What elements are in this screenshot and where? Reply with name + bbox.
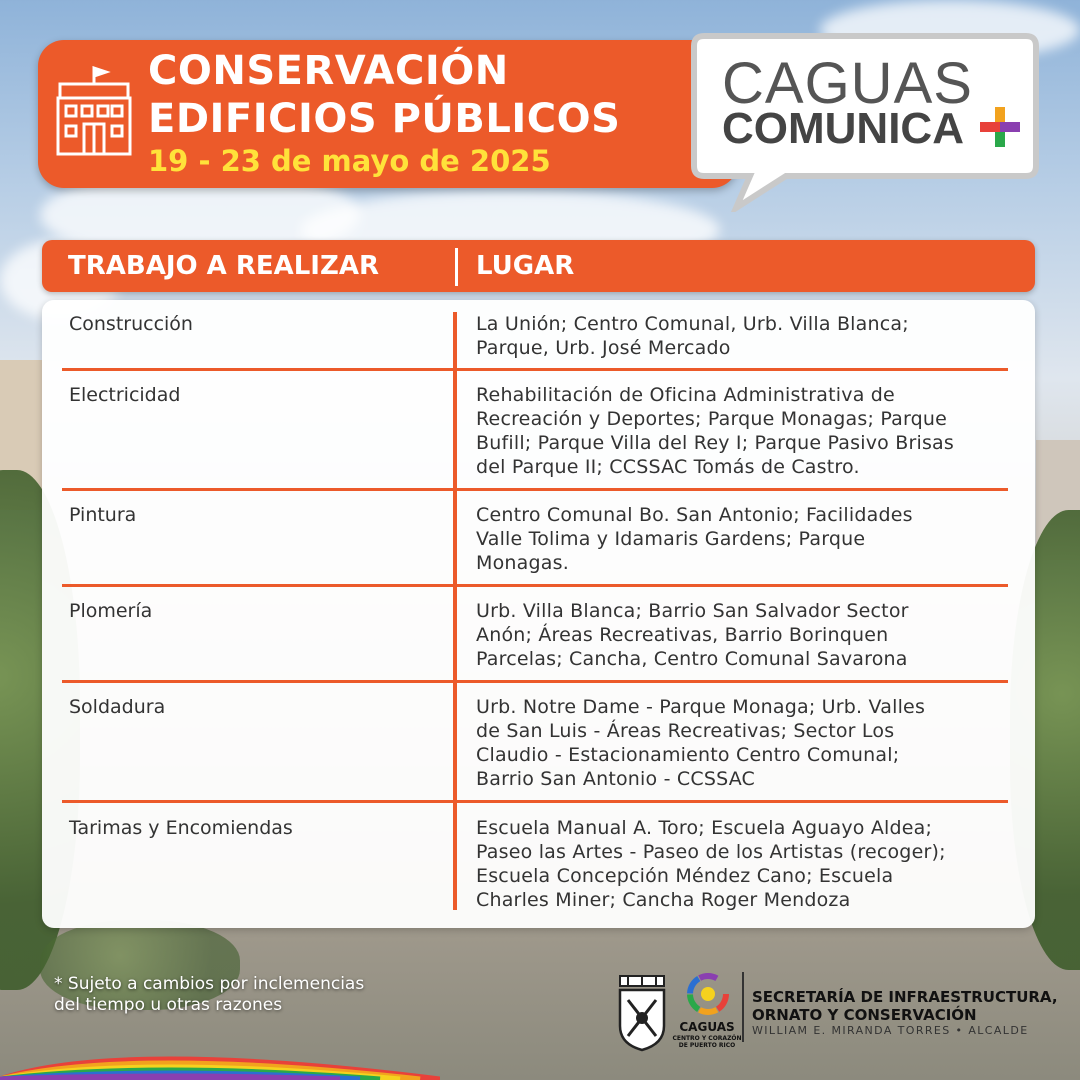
table-row-work: Tarimas y Encomiendas xyxy=(69,817,293,839)
header-divider xyxy=(455,248,458,286)
row-separator xyxy=(62,680,1008,683)
table-row-place: La Unión; Centro Comunal, Urb. Villa Blanca; Parque, Urb. José Mercado xyxy=(476,313,909,359)
column-header-work: TRABAJO A REALIZAR xyxy=(68,251,379,281)
building-icon xyxy=(54,66,134,158)
department-name-line1: SECRETARÍA DE INFRAESTRUCTURA, xyxy=(752,988,1058,1006)
row-separator xyxy=(62,488,1008,491)
disclaimer-note: * Sujeto a cambios por inclemencias del tiempo u otras razones xyxy=(54,974,365,1015)
municipal-crest-icon xyxy=(614,972,670,1052)
table-row-place: Urb. Notre Dame - Parque Monaga; Urb. Valles de San Luis - Áreas Recreativas; Sector Los Claudio - Estacionamiento Centro Comunal; Barrio San Antonio - CCSSAC xyxy=(476,696,926,790)
column-header-place: LUGAR xyxy=(476,251,575,281)
header-title-line2: EDIFICIOS PÚBLICOS xyxy=(148,96,621,142)
header-date: 19 - 23 de mayo de 2025 xyxy=(148,144,551,178)
caguas-logo-label: CAGUAS xyxy=(679,1020,735,1034)
plus-icon xyxy=(980,107,1020,147)
mayor-name: WILLIAM E. MIRANDA TORRES • ALCALDE xyxy=(752,1024,1029,1037)
table-row-place: Centro Comunal Bo. San Antonio; Facilidades Valle Tolima y Idamaris Gardens; Parque Monagas. xyxy=(476,504,913,574)
row-separator xyxy=(62,584,1008,587)
table-row-work: Construcción xyxy=(69,313,193,335)
department-name-line2: ORNATO Y CONSERVACIÓN xyxy=(752,1006,977,1024)
brand-line1: CAGUAS xyxy=(722,51,973,116)
table-row-work: Plomería xyxy=(69,600,153,622)
row-separator xyxy=(62,368,1008,371)
row-separator xyxy=(62,800,1008,803)
column-divider xyxy=(453,312,457,910)
table-row-place: Rehabilitación de Oficina Administrativa de Recreación y Deportes; Parque Monagas; Parque Bufill; Parque Villa del Rey I; Parque Pasivo Brisas del Parque II; CCSSAC Tomás de Castro. xyxy=(476,384,954,478)
rainbow-decoration xyxy=(0,1030,440,1080)
brand-line2: COMUNICA xyxy=(722,104,964,153)
table-row-work: Pintura xyxy=(69,504,137,526)
header-title-line1: CONSERVACIÓN xyxy=(148,48,509,94)
table-row-place: Urb. Villa Blanca; Barrio San Salvador Sector Anón; Áreas Recreativas, Barrio Borinquen Parcelas; Cancha, Centro Comunal Savarona xyxy=(476,600,909,670)
table-row-place: Escuela Manual A. Toro; Escuela Aguayo Aldea; Paseo las Artes - Paseo de los Artistas (recoger); Escuela Concepción Méndez Cano; Escuela Charles Miner; Cancha Roger Mendoza xyxy=(476,817,946,911)
table-row-work: Soldadura xyxy=(69,696,166,718)
caguas-logo-tagline: CENTRO Y CORAZÓN DE PUERTO RICO xyxy=(672,1035,742,1049)
footer-divider xyxy=(742,972,744,1042)
table-row-work: Electricidad xyxy=(69,384,181,406)
